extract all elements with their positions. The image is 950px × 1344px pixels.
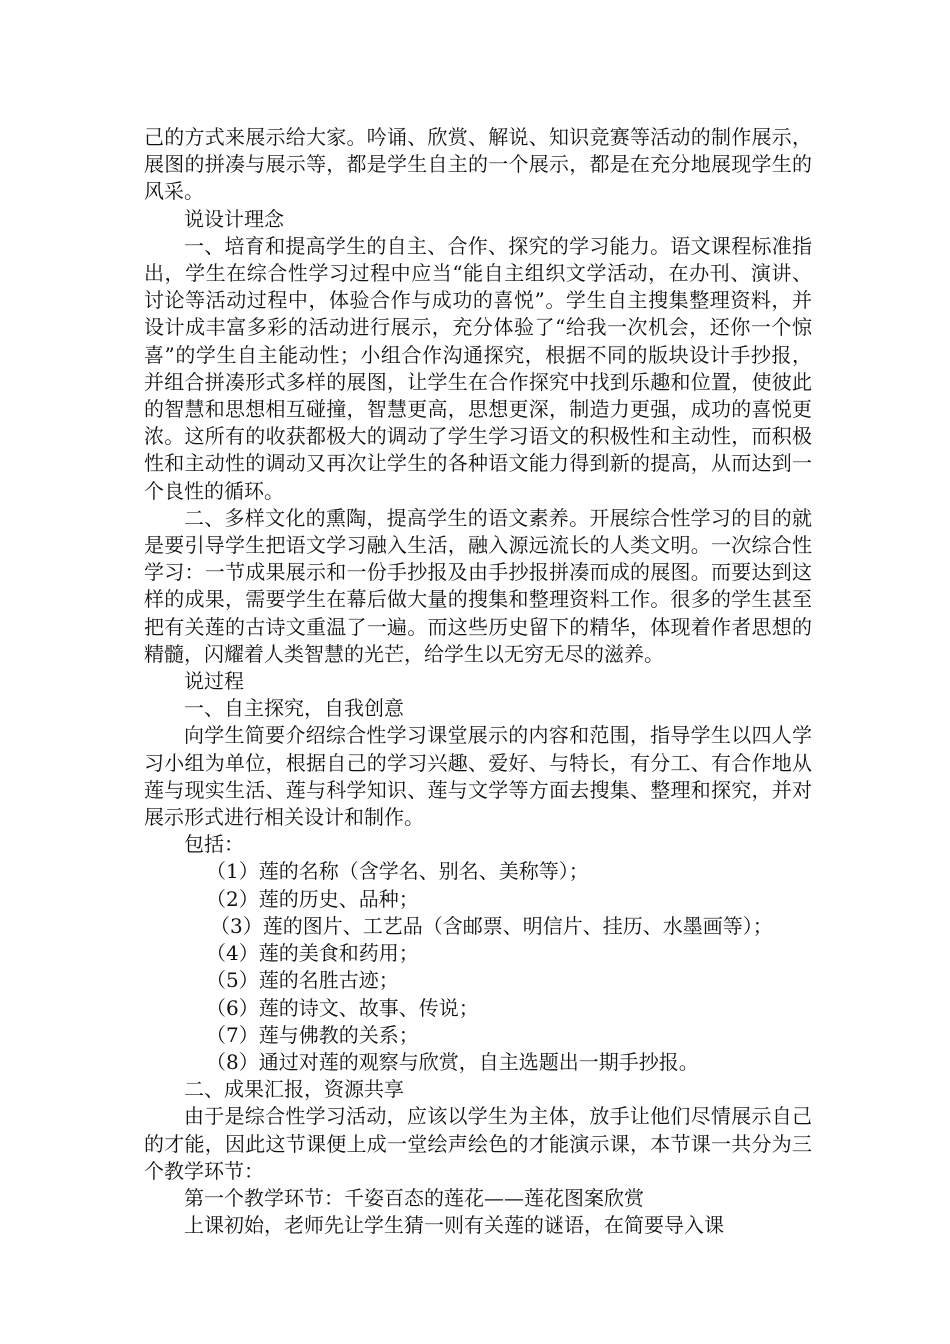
list-item: （7）莲与佛教的关系； [206, 1022, 419, 1047]
subheading-results: 二、成果汇报，资源共享 [184, 1077, 404, 1102]
paragraph-culture: 二、多样文化的熏陶，提高学生的语文素养。开展综合性学习的目的就是要引导学生把语文学习融入生活，融入源远流长的人类文明。一次综合性学习：一节成果展示和一份手抄报及由手抄报拼凑而成的展图。而要达到这样的成果，需要学生在幕后做大量的搜集和整理资料工作。很多的学生甚至把有关莲的古诗文重温了一遍。而这些历史留下的精华，体现着作者思想的精髓，闪耀着人类智慧的光芒，给学生以无穷无尽的滋养。 [144, 505, 812, 666]
section-heading-design-concept: 说设计理念 [184, 206, 284, 231]
paragraph-ability: 一、培育和提高学生的自主、合作、探究的学习能力。语文课程标准指出，学生在综合性学习过程中应当“能自主组织文学活动，在办刊、演讲、讨论等活动过程中，体验合作与成功的喜悦”。学生自主搜集整理资料，并设计成丰富多彩的活动进行展示，充分体验了“给我一次机会，还你一个惊喜”的学生自主能动性；小组合作沟通探究，根据不同的版块设计手抄报，并组合拼凑形式多样的展图，让学生在合作探究中找到乐趣和位置，使彼此的智慧和思想相互碰撞，智慧更高，思想更深，制造力更强，成功的喜悦更浓。这所有的收获都极大的调动了学生学习语文的积极性和主动性，而积极性和主动性的调动又再次让学生的各种语文能力得到新的提高，从而达到一个良性的循环。 [144, 233, 812, 503]
paragraph-class-start: 上课初始，老师先让学生猜一则有关莲的谜语，在简要导入课 [184, 1213, 724, 1238]
list-item: （8）通过对莲的观察与欣赏，自主选题出一期手抄报。 [206, 1049, 699, 1074]
paragraph-first-link: 第一个教学环节：千姿百态的莲花——莲花图案欣赏 [184, 1185, 644, 1210]
list-item: （6）莲的诗文、故事、传说； [206, 995, 479, 1020]
subheading-explore: 一、自主探究，自我创意 [184, 696, 404, 721]
list-item: （3）莲的图片、工艺品（含邮票、明信片、挂历、水墨画等）； [210, 913, 773, 938]
paragraph-continuation: 己的方式来展示给大家。吟诵、欣赏、解说、知识竞赛等活动的制作展示，展图的拼凑与展示等，都是学生自主的一个展示，都是在充分地展现学生的风采。 [144, 125, 812, 204]
list-item: （5）莲的名胜古迹； [206, 968, 399, 993]
section-heading-process: 说过程 [184, 669, 244, 694]
list-item: （1）莲的名称（含学名、别名、美称等）； [206, 859, 589, 884]
document-body [144, 124, 812, 1239]
list-item: （4）莲的美食和药用； [206, 941, 419, 966]
paragraph-introduction: 向学生简要介绍综合性学习课堂展示的内容和范围，指导学生以四人学习小组为单位，根据自己的学习兴趣、爱好、与特长，有分工、有合作地从莲与现实生活、莲与科学知识、莲与文学等方面去搜集、整理和探究，并对展示形式进行相关设计和制作。 [144, 723, 812, 830]
paragraph-includes: 包括： [184, 832, 244, 857]
list-item: （2）莲的历史、品种； [206, 886, 419, 911]
paragraph-student-centered: 由于是综合性学习活动，应该以学生为主体，放手让他们尽情展示自己的才能，因此这节课便上成一堂绘声绘色的才能演示课，本节课一共分为三个教学环节： [144, 1104, 812, 1183]
